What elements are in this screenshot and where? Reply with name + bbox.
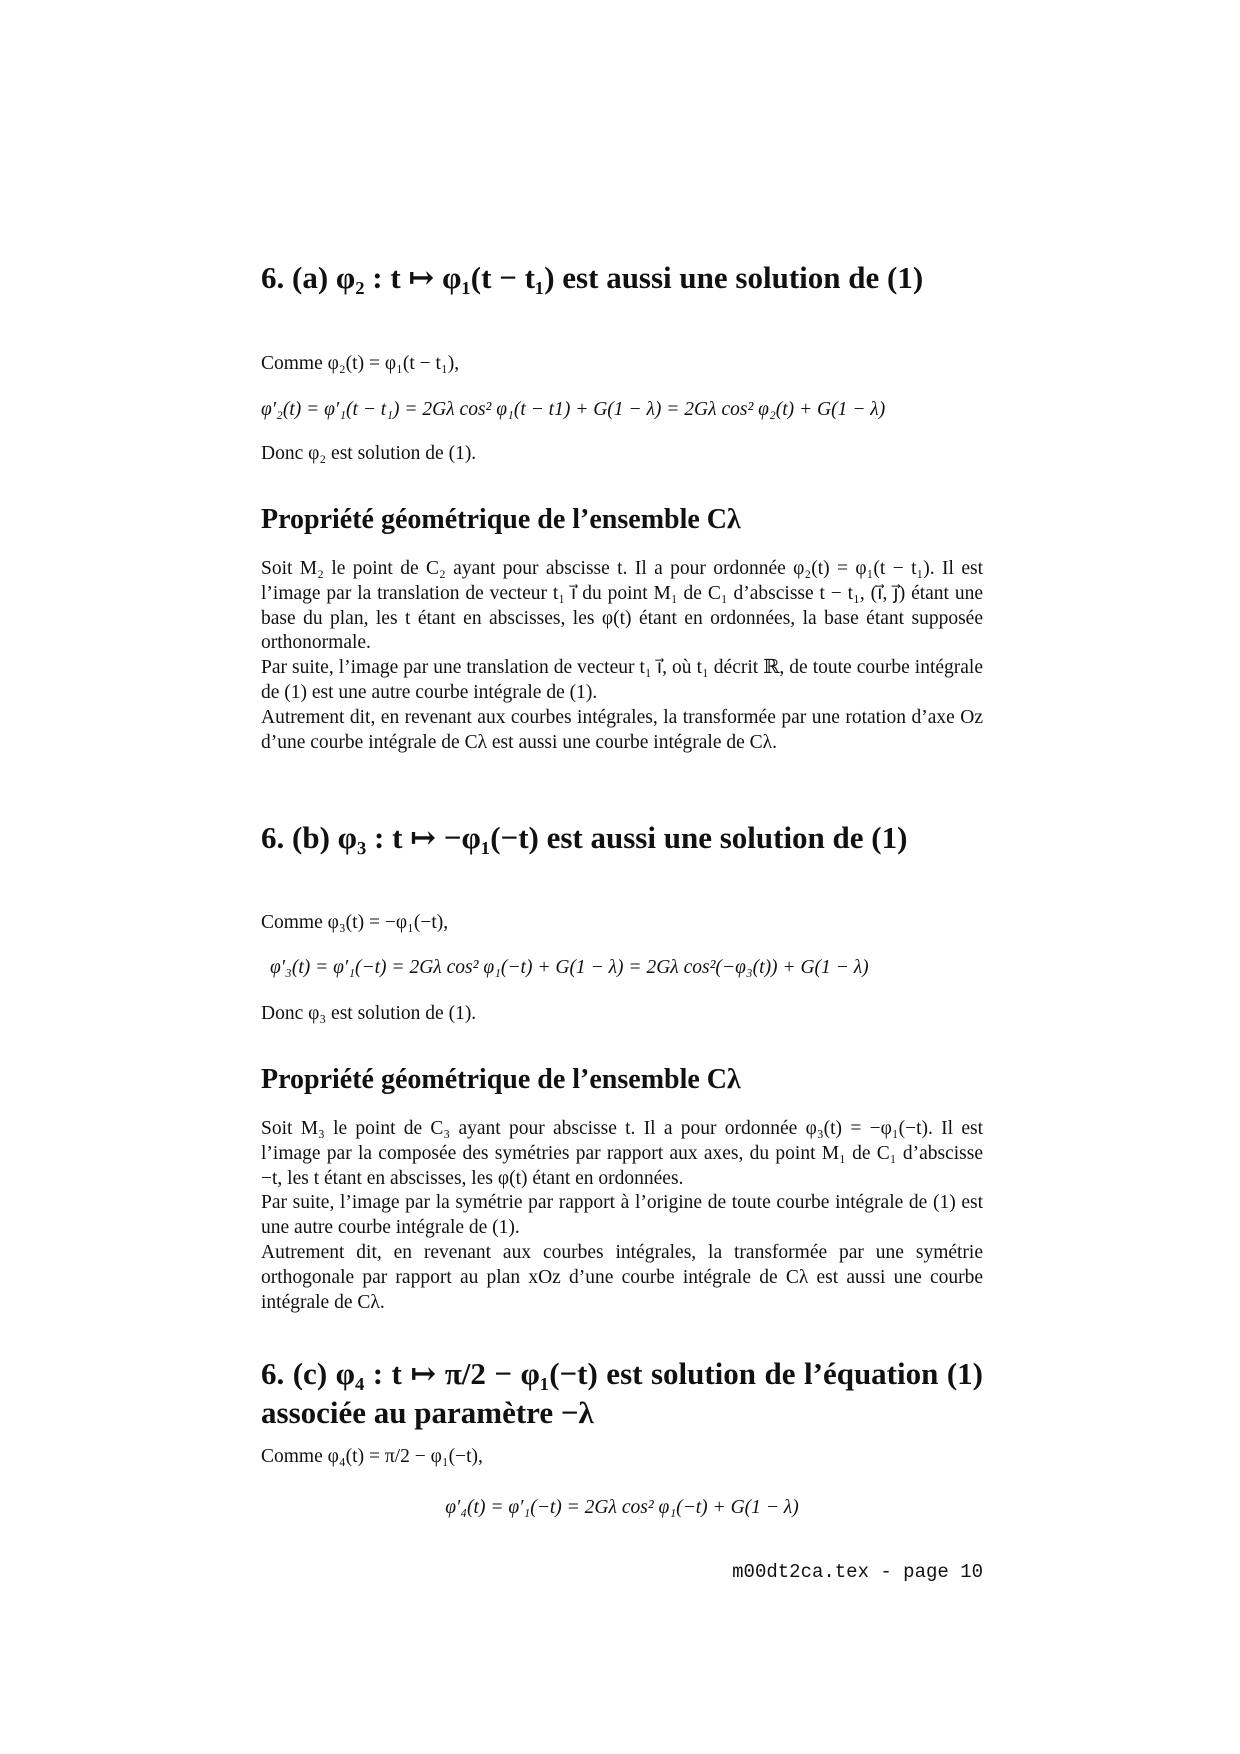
section-heading-6b: 6. (b) φ₃ : t ↦ −φ₁(−t) est aussi une solution de (1) — [261, 820, 908, 855]
paragraph-group — [261, 557, 983, 755]
intro-text: Comme φ₂(t) = φ₁(t − t₁), — [261, 353, 460, 374]
paragraph-group — [261, 1117, 983, 1315]
equation: φ′₂(t) = φ′₁(t − t₁) = 2Gλ cos² φ₁(t − t1) + G(1 − λ) = 2Gλ cos² φ₂(t) + G(1 − λ) — [261, 399, 886, 420]
property-title: Propriété géométrique de l’ensemble Cλ — [261, 504, 741, 535]
intro-text: Comme φ₃(t) = −φ₁(−t), — [261, 912, 449, 933]
paragraph: Par suite, l’image par la symétrie par rapport à l’origine de toute courbe intégrale de (1) est une autre courbe intégrale de (1). — [261, 1192, 983, 1239]
equation: φ′₄(t) = φ′₁(−t) = 2Gλ cos² φ₁(−t) + G(1 − λ) — [445, 1497, 799, 1518]
intro-text: Comme φ₄(t) = π/2 − φ₁(−t), — [261, 1446, 483, 1467]
paragraph: Soit M₂ le point de C₂ ayant pour abscisse t. Il a pour ordonnée φ₂(t) = φ₁(t − t₁). Il est l’image par la translation de vecteur t₁ i⃗ du point M₁ de C₁ d’abscisse t − t₁, (i⃗, j⃗) étant une base du plan, les t étant en abscisses, les φ(t) étant en ordonnées, la base étant supposée orthonormale. — [261, 558, 983, 654]
conclusion-text: Donc φ₃ est solution de (1). — [261, 1003, 477, 1024]
paragraph: Par suite, l’image par une translation de vecteur t₁ i⃗, où t₁ décrit ℝ, de toute courbe intégrale de (1) est une autre courbe intégrale de (1). — [261, 657, 983, 703]
paragraph: Soit M₃ le point de C₃ ayant pour abscisse t. Il a pour ordonnée φ₃(t) = −φ₁(−t). Il est l’image par la composée des symétries par rapport aux axes, du point M₁ de C₁ d’abscisse −t, les t étant en abscisses, les φ(t) étant en ordonnées. — [261, 1118, 983, 1189]
page-footer: m00dt2ca.tex - page 10 — [732, 1561, 983, 1583]
paragraph: Autrement dit, en revenant aux courbes intégrales, la transformée par une rotation d’axe Oz d’une courbe intégrale de Cλ est aussi une courbe intégrale de Cλ. — [261, 706, 983, 753]
equation: φ′₃(t) = φ′₁(−t) = 2Gλ cos² φ₁(−t) + G(1 − λ) = 2Gλ cos²(−φ₃(t)) + G(1 − λ) — [270, 957, 869, 978]
paragraph: Autrement dit, en revenant aux courbes intégrales, la transformée par une symétrie orthogonale par rapport au plan xOz d’une courbe intégrale de Cλ est aussi une courbe intégrale de Cλ. — [261, 1241, 983, 1313]
property-title: Propriété géométrique de l’ensemble Cλ — [261, 1064, 741, 1095]
conclusion-text: Donc φ₂ est solution de (1). — [261, 443, 477, 464]
section-heading-6c: 6. (c) φ₄ : t ↦ π/2 − φ₁(−t) est solution de l’équation (1) associée au paramètre −λ — [261, 1356, 983, 1430]
section-heading-6a: 6. (a) φ₂ : t ↦ φ₁(t − t₁) est aussi une solution de (1) — [261, 260, 924, 295]
